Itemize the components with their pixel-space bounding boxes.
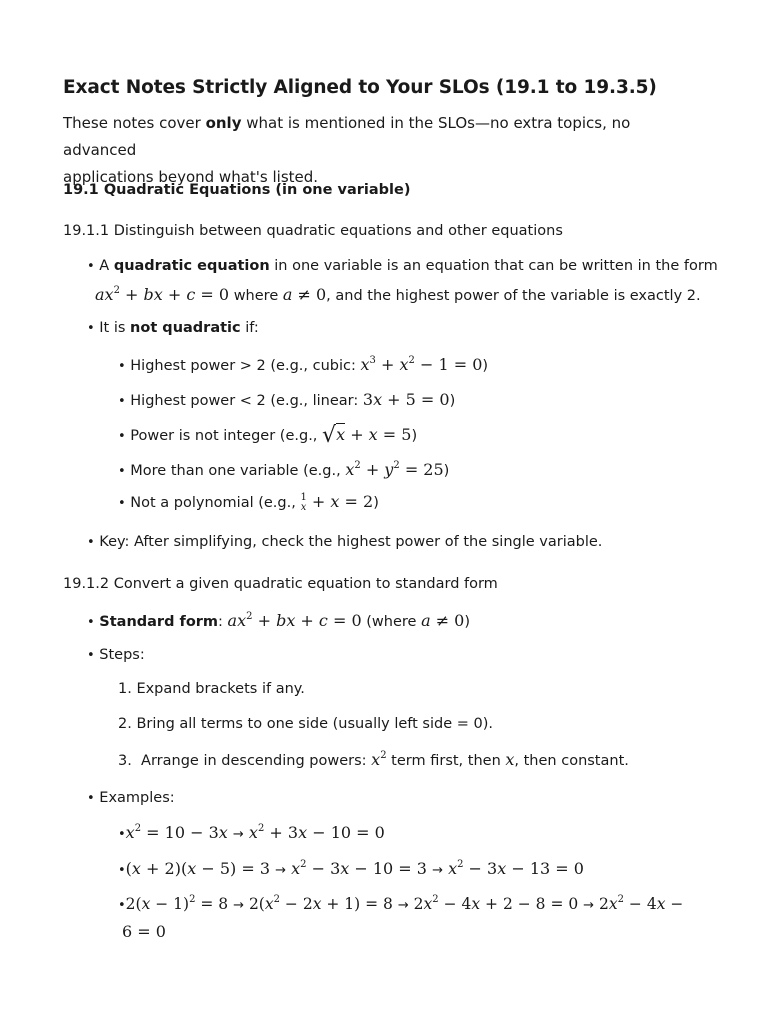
bullet-dot: •: [87, 535, 95, 550]
text: if:: [240, 320, 259, 336]
equation-a-nonzero: a ≠ 0: [421, 611, 465, 630]
bullet-dot: •: [118, 429, 126, 444]
bullet-dot: •: [118, 464, 126, 479]
list-item-not-polynomial: • Not a polynomial (e.g., 1 x + x = 2): [118, 492, 379, 513]
intro-bold: only: [205, 114, 242, 132]
arrow-icon: →: [232, 827, 244, 842]
equation-linear: 3x + 5 = 0: [362, 390, 450, 409]
text: Steps:: [99, 647, 145, 663]
arrow-icon: →: [432, 863, 443, 878]
list-item-multi-variable: • More than one variable (e.g., $x^2 + y^2 = 25$): [118, 460, 450, 479]
page-title: Exact Notes Strictly Aligned to Your SLOs (19.1 to 19.3.5): [63, 77, 657, 98]
bullet-examples: [87, 790, 175, 806]
text: :: [218, 614, 228, 630]
bullet-dot: •: [118, 898, 126, 913]
bullet-key: [87, 534, 602, 550]
arrow-icon: →: [397, 898, 409, 913]
bullet-not-quadratic: [87, 320, 259, 336]
example-3: •2(x − $1)^2 = 8 \to 2(x^2 - 2x + 1) = 8 \to 2x^2 - 4x + 2 - 8 = 0 \to 2x^2 - 4x$ −: [118, 894, 684, 913]
step-1: 1. Expand brackets if any.: [118, 681, 305, 697]
text: Highest power > 2 (e.g., cubic:: [130, 358, 361, 374]
equation-two-variables: $x^2 + y^2 = 25$: [345, 460, 444, 479]
bullet-dot: •: [87, 259, 95, 274]
list-item-cubic: • Highest power > 2 (e.g., cubic: $x^3 + x^2 - 1 = 0$): [118, 355, 489, 374]
text: 3. Arrange in descending powers:: [118, 753, 372, 769]
term-x: x: [505, 750, 515, 769]
bullet-dot: •: [118, 827, 126, 842]
arrow-icon: →: [583, 898, 595, 913]
equation-cubic: $x^3 + x^2 - 1 = 0$: [360, 355, 483, 374]
example-2: •(x + $2)(x - 5) = 3 \to x^2 - 3x - 10 = 3 \to x^2 - 3x - 13 = 0$: [118, 859, 584, 878]
list-item-linear: • Highest power < 2 (e.g., linear: 3x + 5 = 0): [118, 390, 456, 409]
equation-sqrt: √x + x = 5: [322, 423, 412, 448]
text: More than one variable (e.g.,: [130, 463, 346, 479]
text: term first, then: [386, 753, 506, 769]
bold-term: quadratic equation: [113, 258, 270, 274]
bullet-dot: •: [87, 648, 95, 663]
bold-term: Standard form: [99, 614, 219, 630]
example-1: $•x^2 = 10 - 3x \to x^2 + 3x - 10 = 0$: [118, 823, 385, 842]
list-item-non-integer: • Power is not integer (e.g., √x + x = 5): [118, 423, 418, 448]
arrow-icon: →: [233, 898, 245, 913]
term-x-squared: $x^2$: [371, 750, 387, 769]
text: in one variable is an equation that can be written in the form: [269, 258, 718, 274]
step-2: 2. Bring all terms to one side (usually left side = 0).: [118, 716, 493, 732]
bullet-dot: •: [118, 496, 126, 511]
text: A: [99, 258, 114, 274]
intro-text: These notes cover: [63, 114, 206, 132]
text: (where: [361, 614, 422, 630]
equation-standard-form: $ax^2$ + bx + c = 0: [227, 611, 362, 630]
bullet-quadratic-definition: [87, 258, 718, 274]
equation-standard-form: $ax^2$ + bx + c = 0: [95, 285, 230, 304]
equation-non-polynomial: + x = 2: [311, 492, 374, 511]
standard-form-line: [95, 285, 701, 304]
bullet-dot: •: [118, 394, 126, 409]
bullet-dot: •: [87, 615, 95, 630]
bullet-dot: •: [87, 321, 95, 336]
intro-text-after: what is mentioned in the SLOs—no extra topics, no advanced: [63, 114, 631, 159]
text: Power is not integer (e.g.,: [130, 428, 323, 444]
bold-term: not quadratic: [130, 320, 241, 336]
bullet-dot: •: [118, 863, 126, 878]
step-3: [118, 750, 629, 769]
text: where: [229, 288, 283, 304]
section-heading-19-1: 19.1 Quadratic Equations (in one variable): [63, 182, 411, 198]
text: Key: After simplifying, check the highest power of the single variable.: [99, 534, 603, 550]
equation-a-nonzero: a ≠ 0: [282, 285, 327, 304]
bullet-steps: [87, 647, 145, 663]
text: , then constant.: [514, 753, 629, 769]
intro-line-2: applications beyond what's listed.: [63, 168, 319, 186]
intro-paragraph: [63, 110, 693, 191]
example-3-continued: 6 = 0: [122, 922, 166, 941]
text: Highest power < 2 (e.g., linear:: [130, 393, 363, 409]
text: Not a polynomial (e.g.,: [130, 495, 301, 511]
bullet-dot: •: [87, 791, 95, 806]
text: Examples:: [99, 790, 175, 806]
arrow-icon: →: [275, 863, 286, 878]
bullet-dot: •: [118, 359, 126, 374]
subsection-heading-19-1-1: 19.1.1 Distinguish between quadratic equations and other equations: [63, 223, 563, 239]
text: , and the highest power of the variable is exactly 2.: [326, 288, 701, 304]
subsection-heading-19-1-2: 19.1.2 Convert a given quadratic equation to standard form: [63, 576, 498, 592]
bullet-standard-form: • Standard form: $ax^2$ + bx + c = 0 (where a ≠ 0): [87, 611, 471, 630]
text: It is: [99, 320, 131, 336]
fraction-one-over-x: 1 x: [300, 492, 307, 513]
